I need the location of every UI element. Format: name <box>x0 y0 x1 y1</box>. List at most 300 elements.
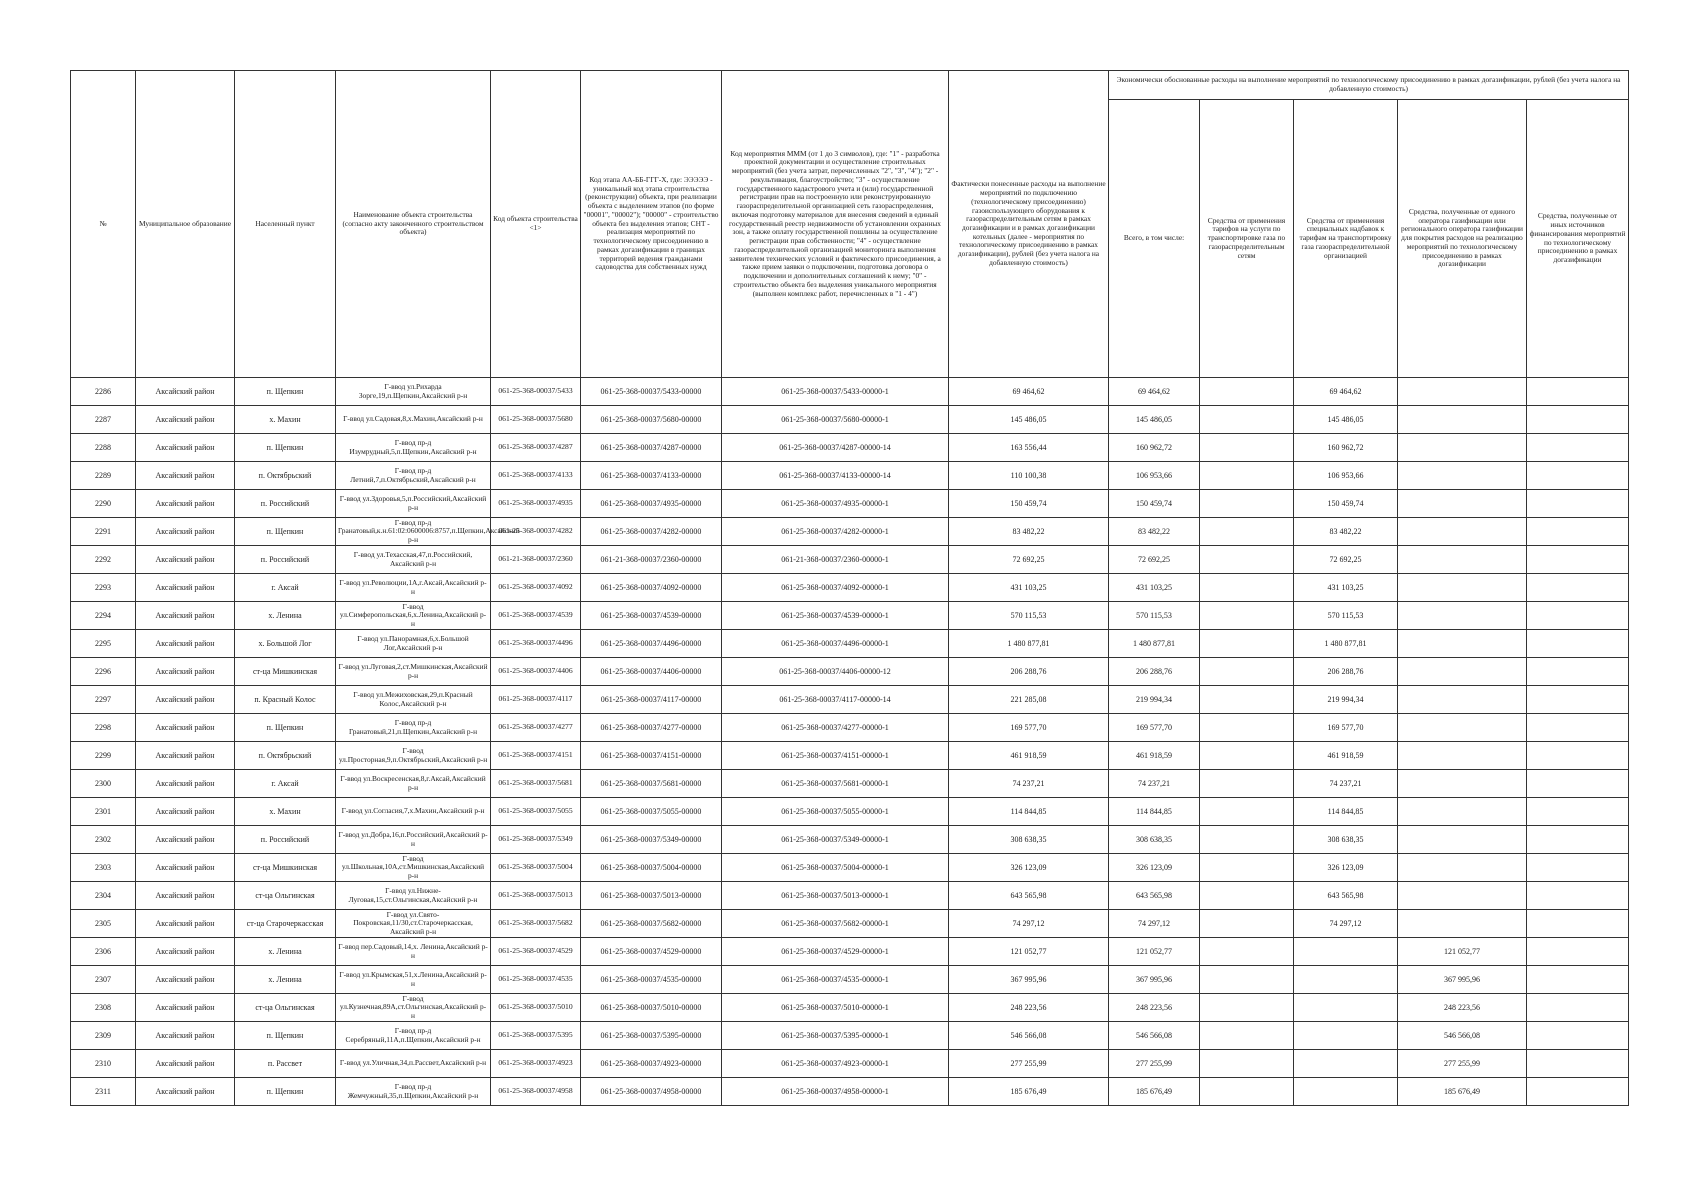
actual-costs-cell: 248 223,56 <box>949 994 1109 1022</box>
actual-costs-cell: 74 297,12 <box>949 910 1109 938</box>
tariff-funds-cell <box>1200 378 1294 406</box>
surcharge-funds-cell <box>1294 938 1398 966</box>
operator-funds-cell <box>1398 518 1527 546</box>
stage-code-cell: 061-25-368-00037/5680-00000 <box>581 406 722 434</box>
table-row <box>71 882 1629 910</box>
total-cell: 121 052,77 <box>1109 938 1200 966</box>
total-cell: 206 288,76 <box>1109 658 1200 686</box>
municipality-cell: Аксайский район <box>136 994 235 1022</box>
object-code-cell: 061-25-368-00037/4923 <box>491 1050 581 1078</box>
object-name-cell: Г-ввод ул.Революции,1А,г.Аксай,Аксайский р-н <box>336 574 491 602</box>
total-cell: 114 844,85 <box>1109 798 1200 826</box>
event-code-cell: 061-21-368-00037/2360-00000-1 <box>722 546 949 574</box>
table-row <box>71 938 1629 966</box>
object-code-cell: 061-25-368-00037/5010 <box>491 994 581 1022</box>
event-code-cell: 061-25-368-00037/4117-00000-14 <box>722 686 949 714</box>
surcharge-funds-cell <box>1294 994 1398 1022</box>
header-municipality: Муниципальное образование <box>136 71 235 378</box>
operator-funds-cell <box>1398 714 1527 742</box>
event-code-cell: 061-25-368-00037/4496-00000-1 <box>722 630 949 658</box>
object-code-cell: 061-25-368-00037/5395 <box>491 1022 581 1050</box>
other-funds-cell <box>1527 518 1629 546</box>
operator-funds-cell <box>1398 406 1527 434</box>
surcharge-funds-cell: 308 638,35 <box>1294 826 1398 854</box>
object-name-cell: Г-ввод ул.Рихарда Зорге,19,п.Щепкин,Аксайский р-н <box>336 378 491 406</box>
total-cell: 546 566,08 <box>1109 1022 1200 1050</box>
total-cell: 106 953,66 <box>1109 462 1200 490</box>
surcharge-funds-cell: 643 565,98 <box>1294 882 1398 910</box>
actual-costs-cell: 169 577,70 <box>949 714 1109 742</box>
event-code-cell: 061-25-368-00037/5680-00000-1 <box>722 406 949 434</box>
total-cell: 145 486,05 <box>1109 406 1200 434</box>
row-number: 2307 <box>71 966 136 994</box>
surcharge-funds-cell <box>1294 1050 1398 1078</box>
event-code-cell: 061-25-368-00037/4287-00000-14 <box>722 434 949 462</box>
object-name-cell: Г-ввод пр-д Гранатовый,21,п.Щепкин,Аксайский р-н <box>336 714 491 742</box>
stage-code-cell: 061-25-368-00037/4406-00000 <box>581 658 722 686</box>
stage-code-cell: 061-25-368-00037/5055-00000 <box>581 798 722 826</box>
actual-costs-cell: 69 464,62 <box>949 378 1109 406</box>
total-cell: 219 994,34 <box>1109 686 1200 714</box>
other-funds-cell <box>1527 966 1629 994</box>
operator-funds-cell: 121 052,77 <box>1398 938 1527 966</box>
settlement-cell: п. Российский <box>235 546 336 574</box>
actual-costs-cell: 221 285,08 <box>949 686 1109 714</box>
actual-costs-cell: 277 255,99 <box>949 1050 1109 1078</box>
event-code-cell: 061-25-368-00037/4535-00000-1 <box>722 966 949 994</box>
surcharge-funds-cell: 160 962,72 <box>1294 434 1398 462</box>
settlement-cell: п. Октябрьский <box>235 742 336 770</box>
stage-code-cell: 061-25-368-00037/5013-00000 <box>581 882 722 910</box>
object-name-cell: Г-ввод ул.Просторная,9,п.Октябрьский,Аксайский р-н <box>336 742 491 770</box>
other-funds-cell <box>1527 434 1629 462</box>
municipality-cell: Аксайский район <box>136 826 235 854</box>
other-funds-cell <box>1527 546 1629 574</box>
other-funds-cell <box>1527 686 1629 714</box>
tariff-funds-cell <box>1200 1078 1294 1106</box>
total-cell: 1 480 877,81 <box>1109 630 1200 658</box>
tariff-funds-cell <box>1200 1050 1294 1078</box>
stage-code-cell: 061-21-368-00037/2360-00000 <box>581 546 722 574</box>
row-number: 2303 <box>71 854 136 882</box>
row-number: 2295 <box>71 630 136 658</box>
settlement-cell: п. Щепкин <box>235 1078 336 1106</box>
table-row <box>71 546 1629 574</box>
row-number: 2292 <box>71 546 136 574</box>
object-name-cell: Г-ввод пр-д Летний,7,п.Октябрьский,Аксайский р-н <box>336 462 491 490</box>
total-cell: 461 918,59 <box>1109 742 1200 770</box>
total-cell: 185 676,49 <box>1109 1078 1200 1106</box>
actual-costs-cell: 461 918,59 <box>949 742 1109 770</box>
table-row <box>71 966 1629 994</box>
object-code-cell: 061-25-368-00037/4282 <box>491 518 581 546</box>
object-name-cell: Г-ввод ул.Нижне-Луговая,15,ст.Ольгинская,Аксайский р-н <box>336 882 491 910</box>
operator-funds-cell <box>1398 630 1527 658</box>
municipality-cell: Аксайский район <box>136 770 235 798</box>
other-funds-cell <box>1527 882 1629 910</box>
operator-funds-cell <box>1398 658 1527 686</box>
settlement-cell: ст-ца Мишкинская <box>235 658 336 686</box>
table-row <box>71 462 1629 490</box>
stage-code-cell: 061-25-368-00037/4535-00000 <box>581 966 722 994</box>
actual-costs-cell: 74 237,21 <box>949 770 1109 798</box>
tariff-funds-cell <box>1200 994 1294 1022</box>
table-row <box>71 406 1629 434</box>
stage-code-cell: 061-25-368-00037/4529-00000 <box>581 938 722 966</box>
report-table <box>70 70 1629 1106</box>
table-row <box>71 686 1629 714</box>
total-cell: 248 223,56 <box>1109 994 1200 1022</box>
row-number: 2308 <box>71 994 136 1022</box>
settlement-cell: п. Российский <box>235 490 336 518</box>
surcharge-funds-cell: 570 115,53 <box>1294 602 1398 630</box>
tariff-funds-cell <box>1200 826 1294 854</box>
surcharge-funds-cell: 219 994,34 <box>1294 686 1398 714</box>
tariff-funds-cell <box>1200 574 1294 602</box>
object-code-cell: 061-25-368-00037/4958 <box>491 1078 581 1106</box>
actual-costs-cell: 546 566,08 <box>949 1022 1109 1050</box>
object-name-cell: Г-ввод ул.Свято-Покровская,11/30,ст.Старочеркасская, Аксайский р-н <box>336 910 491 938</box>
surcharge-funds-cell: 69 464,62 <box>1294 378 1398 406</box>
row-number: 2296 <box>71 658 136 686</box>
operator-funds-cell <box>1398 462 1527 490</box>
event-code-cell: 061-25-368-00037/4935-00000-1 <box>722 490 949 518</box>
stage-code-cell: 061-25-368-00037/5682-00000 <box>581 910 722 938</box>
table-header <box>71 71 1629 378</box>
tariff-funds-cell <box>1200 854 1294 882</box>
actual-costs-cell: 643 565,98 <box>949 882 1109 910</box>
municipality-cell: Аксайский район <box>136 854 235 882</box>
actual-costs-cell: 145 486,05 <box>949 406 1109 434</box>
municipality-cell: Аксайский район <box>136 658 235 686</box>
object-code-cell: 061-25-368-00037/5682 <box>491 910 581 938</box>
object-code-cell: 061-25-368-00037/4529 <box>491 938 581 966</box>
total-cell: 74 297,12 <box>1109 910 1200 938</box>
surcharge-funds-cell: 326 123,09 <box>1294 854 1398 882</box>
total-cell: 326 123,09 <box>1109 854 1200 882</box>
tariff-funds-cell <box>1200 434 1294 462</box>
actual-costs-cell: 72 692,25 <box>949 546 1109 574</box>
object-name-cell: Г-ввод ул.Школьная,10А,ст.Мишкинская,Аксайский р-н <box>336 854 491 882</box>
municipality-cell: Аксайский район <box>136 1078 235 1106</box>
header-event-code: Код мероприятия МММ (от 1 до 3 символов), где: "1" - разработка проектной документации и осуществление строительных мероприятий (без учета затрат, перечисленных "2", "3", "4"); "2" - рекультивация, благоустройство; "3" - осуществление государственного кадастрового учета и (или) государственной регистрации прав на построенную или реконструированную газораспределительной организацией сеть газораспределения, включая подготовку материалов для внесения сведений в единый государственный реестр недвижимости об установлении охранных зон, а также оплату государственной пошлины за осуществление регистрации прав собственности; "4" - осуществление газораспределительной организацией мониторинга выполнения заявителем технических условий и фактического присоединения, а также прием заявки о подключении, подготовка договора о подключении и дополнительных соглашений к нему; "0" - строительство объекта без выделения уникального мероприятия (выполнен комплекс работ, перечисленных в "1 - 4") <box>722 71 949 378</box>
other-funds-cell <box>1527 490 1629 518</box>
table-row <box>71 826 1629 854</box>
table-row <box>71 630 1629 658</box>
surcharge-funds-cell: 74 237,21 <box>1294 770 1398 798</box>
total-cell: 160 962,72 <box>1109 434 1200 462</box>
municipality-cell: Аксайский район <box>136 602 235 630</box>
municipality-cell: Аксайский район <box>136 910 235 938</box>
surcharge-funds-cell <box>1294 966 1398 994</box>
actual-costs-cell: 367 995,96 <box>949 966 1109 994</box>
stage-code-cell: 061-25-368-00037/5681-00000 <box>581 770 722 798</box>
object-code-cell: 061-25-368-00037/4935 <box>491 490 581 518</box>
surcharge-funds-cell: 150 459,74 <box>1294 490 1398 518</box>
table-row <box>71 714 1629 742</box>
event-code-cell: 061-25-368-00037/4277-00000-1 <box>722 714 949 742</box>
actual-costs-cell: 308 638,35 <box>949 826 1109 854</box>
table-row <box>71 378 1629 406</box>
object-code-cell: 061-25-368-00037/4496 <box>491 630 581 658</box>
object-name-cell: Г-ввод ул.Согласия,7,х.Махин,Аксайский р-н <box>336 798 491 826</box>
surcharge-funds-cell: 114 844,85 <box>1294 798 1398 826</box>
operator-funds-cell <box>1398 686 1527 714</box>
total-cell: 431 103,25 <box>1109 574 1200 602</box>
table-row <box>71 1022 1629 1050</box>
other-funds-cell <box>1527 770 1629 798</box>
object-name-cell: Г-ввод ул.Луговая,2,ст.Мишкинская,Аксайский р-н <box>336 658 491 686</box>
header-tariff-funds: Средства от применения тарифов на услуги по транспортировке газа по газораспределительным сетям <box>1200 100 1294 378</box>
event-code-cell: 061-25-368-00037/5013-00000-1 <box>722 882 949 910</box>
surcharge-funds-cell: 431 103,25 <box>1294 574 1398 602</box>
municipality-cell: Аксайский район <box>136 378 235 406</box>
object-name-cell: Г-ввод ул.Садовая,8,х.Махин,Аксайский р-н <box>336 406 491 434</box>
surcharge-funds-cell <box>1294 1078 1398 1106</box>
total-cell: 277 255,99 <box>1109 1050 1200 1078</box>
table-row <box>71 518 1629 546</box>
tariff-funds-cell <box>1200 714 1294 742</box>
total-cell: 150 459,74 <box>1109 490 1200 518</box>
other-funds-cell <box>1527 574 1629 602</box>
stage-code-cell: 061-25-368-00037/4496-00000 <box>581 630 722 658</box>
operator-funds-cell <box>1398 826 1527 854</box>
event-code-cell: 061-25-368-00037/5010-00000-1 <box>722 994 949 1022</box>
other-funds-cell <box>1527 938 1629 966</box>
other-funds-cell <box>1527 406 1629 434</box>
tariff-funds-cell <box>1200 798 1294 826</box>
operator-funds-cell: 248 223,56 <box>1398 994 1527 1022</box>
settlement-cell: х. Ленина <box>235 966 336 994</box>
settlement-cell: ст-ца Ольгинская <box>235 994 336 1022</box>
object-code-cell: 061-25-368-00037/4535 <box>491 966 581 994</box>
object-code-cell: 061-25-368-00037/5680 <box>491 406 581 434</box>
settlement-cell: х. Ленина <box>235 938 336 966</box>
tariff-funds-cell <box>1200 546 1294 574</box>
object-code-cell: 061-25-368-00037/4092 <box>491 574 581 602</box>
header-stage-code: Код этапа АА-ББ-ГГГ-Х, где: ЭЭЭЭЭ - уникальный код этапа строительства (реконструкции) объекта, при реализации объекта с выделением этапов (по форме "00001", "00002"); "00000" - строительство объекта без выделения этапов; СНТ - реализация мероприятий по технологическому присоединению в рамках догазификации в границах территорий ведения гражданами садоводства для собственных нужд <box>581 71 722 378</box>
total-cell: 570 115,53 <box>1109 602 1200 630</box>
row-number: 2300 <box>71 770 136 798</box>
settlement-cell: п. Щепкин <box>235 1022 336 1050</box>
stage-code-cell: 061-25-368-00037/4287-00000 <box>581 434 722 462</box>
operator-funds-cell <box>1398 546 1527 574</box>
operator-funds-cell <box>1398 434 1527 462</box>
event-code-cell: 061-25-368-00037/5055-00000-1 <box>722 798 949 826</box>
row-number: 2310 <box>71 1050 136 1078</box>
object-name-cell: Г-ввод ул.Крымская,51,х.Ленина,Аксайский р-н <box>336 966 491 994</box>
table-body <box>71 378 1629 1106</box>
tariff-funds-cell <box>1200 406 1294 434</box>
actual-costs-cell: 206 288,76 <box>949 658 1109 686</box>
surcharge-funds-cell: 1 480 877,81 <box>1294 630 1398 658</box>
object-name-cell: Г-ввод ул.Межиховская,29,п.Красный Колос,Аксайский р-н <box>336 686 491 714</box>
other-funds-cell <box>1527 1050 1629 1078</box>
settlement-cell: п. Щепкин <box>235 518 336 546</box>
actual-costs-cell: 121 052,77 <box>949 938 1109 966</box>
municipality-cell: Аксайский район <box>136 714 235 742</box>
table-row <box>71 602 1629 630</box>
settlement-cell: х. Махин <box>235 798 336 826</box>
settlement-cell: ст-ца Старочеркасская <box>235 910 336 938</box>
actual-costs-cell: 326 123,09 <box>949 854 1109 882</box>
object-code-cell: 061-25-368-00037/4406 <box>491 658 581 686</box>
object-name-cell: Г-ввод ул.Уличная,34,п.Рассвет,Аксайский р-н <box>336 1050 491 1078</box>
table-row <box>71 490 1629 518</box>
settlement-cell: п. Щепкин <box>235 378 336 406</box>
object-code-cell: 061-25-368-00037/5433 <box>491 378 581 406</box>
row-number: 2294 <box>71 602 136 630</box>
event-code-cell: 061-25-368-00037/4923-00000-1 <box>722 1050 949 1078</box>
row-number: 2301 <box>71 798 136 826</box>
row-number: 2287 <box>71 406 136 434</box>
stage-code-cell: 061-25-368-00037/4151-00000 <box>581 742 722 770</box>
stage-code-cell: 061-25-368-00037/4117-00000 <box>581 686 722 714</box>
municipality-cell: Аксайский район <box>136 574 235 602</box>
object-code-cell: 061-25-368-00037/5681 <box>491 770 581 798</box>
operator-funds-cell <box>1398 910 1527 938</box>
stage-code-cell: 061-25-368-00037/4935-00000 <box>581 490 722 518</box>
header-num: № <box>71 71 136 378</box>
tariff-funds-cell <box>1200 686 1294 714</box>
row-number: 2290 <box>71 490 136 518</box>
object-code-cell: 061-25-368-00037/5349 <box>491 826 581 854</box>
operator-funds-cell: 277 255,99 <box>1398 1050 1527 1078</box>
row-number: 2309 <box>71 1022 136 1050</box>
object-name-cell: Г-ввод ул.Добра,16,п.Российский,Аксайский р-н <box>336 826 491 854</box>
municipality-cell: Аксайский район <box>136 742 235 770</box>
table-row <box>71 742 1629 770</box>
operator-funds-cell <box>1398 770 1527 798</box>
table-row <box>71 434 1629 462</box>
object-code-cell: 061-25-368-00037/4287 <box>491 434 581 462</box>
total-cell: 367 995,96 <box>1109 966 1200 994</box>
municipality-cell: Аксайский район <box>136 1050 235 1078</box>
object-name-cell: Г-ввод пр-д Серебряный,11А,п.Щепкин,Аксайский р-н <box>336 1022 491 1050</box>
other-funds-cell <box>1527 630 1629 658</box>
event-code-cell: 061-25-368-00037/4958-00000-1 <box>722 1078 949 1106</box>
other-funds-cell <box>1527 378 1629 406</box>
header-surcharge-funds: Средства от применения специальных надбавок к тарифам на транспортировку газа газораспределительной организацией <box>1294 100 1398 378</box>
surcharge-funds-cell: 72 692,25 <box>1294 546 1398 574</box>
stage-code-cell: 061-25-368-00037/4282-00000 <box>581 518 722 546</box>
header-other-funds: Средства, полученные от иных источников финансирования мероприятий по технологическому присоединению в рамках догазификации <box>1527 100 1629 378</box>
municipality-cell: Аксайский район <box>136 882 235 910</box>
operator-funds-cell <box>1398 490 1527 518</box>
object-code-cell: 061-25-368-00037/4277 <box>491 714 581 742</box>
object-code-cell: 061-25-368-00037/5055 <box>491 798 581 826</box>
row-number: 2291 <box>71 518 136 546</box>
settlement-cell: п. Щепкин <box>235 714 336 742</box>
row-number: 2298 <box>71 714 136 742</box>
total-cell: 643 565,98 <box>1109 882 1200 910</box>
tariff-funds-cell <box>1200 490 1294 518</box>
object-name-cell: Г-ввод пр-д Изумрудный,5,п.Щепкин,Аксайский р-н <box>336 434 491 462</box>
object-name-cell: Г-ввод пр-д Гранатовый,к.н.61:02:0600006:8757,п.Щепкин,Аксайский р-н <box>336 518 491 546</box>
municipality-cell: Аксайский район <box>136 938 235 966</box>
municipality-cell: Аксайский район <box>136 966 235 994</box>
other-funds-cell <box>1527 462 1629 490</box>
operator-funds-cell <box>1398 378 1527 406</box>
operator-funds-cell <box>1398 602 1527 630</box>
settlement-cell: г. Аксай <box>235 770 336 798</box>
object-code-cell: 061-25-368-00037/4151 <box>491 742 581 770</box>
tariff-funds-cell <box>1200 518 1294 546</box>
object-name-cell: Г-ввод пр-д Жемчужный,35,п.Щепкин,Аксайский р-н <box>336 1078 491 1106</box>
tariff-funds-cell <box>1200 1022 1294 1050</box>
municipality-cell: Аксайский район <box>136 630 235 658</box>
event-code-cell: 061-25-368-00037/5682-00000-1 <box>722 910 949 938</box>
operator-funds-cell <box>1398 882 1527 910</box>
total-cell: 83 482,22 <box>1109 518 1200 546</box>
surcharge-funds-cell: 461 918,59 <box>1294 742 1398 770</box>
other-funds-cell <box>1527 742 1629 770</box>
row-number: 2289 <box>71 462 136 490</box>
stage-code-cell: 061-25-368-00037/5395-00000 <box>581 1022 722 1050</box>
settlement-cell: п. Российский <box>235 826 336 854</box>
object-code-cell: 061-25-368-00037/5013 <box>491 882 581 910</box>
operator-funds-cell <box>1398 854 1527 882</box>
stage-code-cell: 061-25-368-00037/4923-00000 <box>581 1050 722 1078</box>
stage-code-cell: 061-25-368-00037/4133-00000 <box>581 462 722 490</box>
stage-code-cell: 061-25-368-00037/4539-00000 <box>581 602 722 630</box>
row-number: 2306 <box>71 938 136 966</box>
header-operator-funds: Средства, полученные от единого оператора газификации или регионального оператора газификации для покрытия расходов на реализацию мероприятий по технологическому присоединению в рамках догазификации <box>1398 100 1527 378</box>
actual-costs-cell: 431 103,25 <box>949 574 1109 602</box>
event-code-cell: 061-25-368-00037/5681-00000-1 <box>722 770 949 798</box>
event-code-cell: 061-25-368-00037/4151-00000-1 <box>722 742 949 770</box>
tariff-funds-cell <box>1200 910 1294 938</box>
municipality-cell: Аксайский район <box>136 462 235 490</box>
stage-code-cell: 061-25-368-00037/5010-00000 <box>581 994 722 1022</box>
tariff-funds-cell <box>1200 462 1294 490</box>
actual-costs-cell: 163 556,44 <box>949 434 1109 462</box>
other-funds-cell <box>1527 1022 1629 1050</box>
tariff-funds-cell <box>1200 938 1294 966</box>
actual-costs-cell: 114 844,85 <box>949 798 1109 826</box>
stage-code-cell: 061-25-368-00037/4958-00000 <box>581 1078 722 1106</box>
row-number: 2286 <box>71 378 136 406</box>
header-object-code: Код объекта строительства <1> <box>491 71 581 378</box>
tariff-funds-cell <box>1200 882 1294 910</box>
object-code-cell: 061-25-368-00037/4133 <box>491 462 581 490</box>
settlement-cell: х. Ленина <box>235 602 336 630</box>
object-name-cell: Г-ввод ул.Панорамная,6,х.Большой Лог,Аксайский р-н <box>336 630 491 658</box>
row-number: 2288 <box>71 434 136 462</box>
row-number: 2299 <box>71 742 136 770</box>
total-cell: 69 464,62 <box>1109 378 1200 406</box>
event-code-cell: 061-25-368-00037/4406-00000-12 <box>722 658 949 686</box>
object-code-cell: 061-25-368-00037/4539 <box>491 602 581 630</box>
municipality-cell: Аксайский район <box>136 434 235 462</box>
row-number: 2293 <box>71 574 136 602</box>
stage-code-cell: 061-25-368-00037/4092-00000 <box>581 574 722 602</box>
table-row <box>71 798 1629 826</box>
total-cell: 74 237,21 <box>1109 770 1200 798</box>
actual-costs-cell: 570 115,53 <box>949 602 1109 630</box>
municipality-cell: Аксайский район <box>136 686 235 714</box>
event-code-cell: 061-25-368-00037/5395-00000-1 <box>722 1022 949 1050</box>
operator-funds-cell: 185 676,49 <box>1398 1078 1527 1106</box>
municipality-cell: Аксайский район <box>136 518 235 546</box>
surcharge-funds-cell: 106 953,66 <box>1294 462 1398 490</box>
settlement-cell: п. Красный Колос <box>235 686 336 714</box>
stage-code-cell: 061-25-368-00037/5433-00000 <box>581 378 722 406</box>
municipality-cell: Аксайский район <box>136 490 235 518</box>
object-name-cell: Г-ввод ул.Воскресенская,8,г.Аксай,Аксайский р-н <box>336 770 491 798</box>
object-code-cell: 061-25-368-00037/4117 <box>491 686 581 714</box>
surcharge-funds-cell: 169 577,70 <box>1294 714 1398 742</box>
